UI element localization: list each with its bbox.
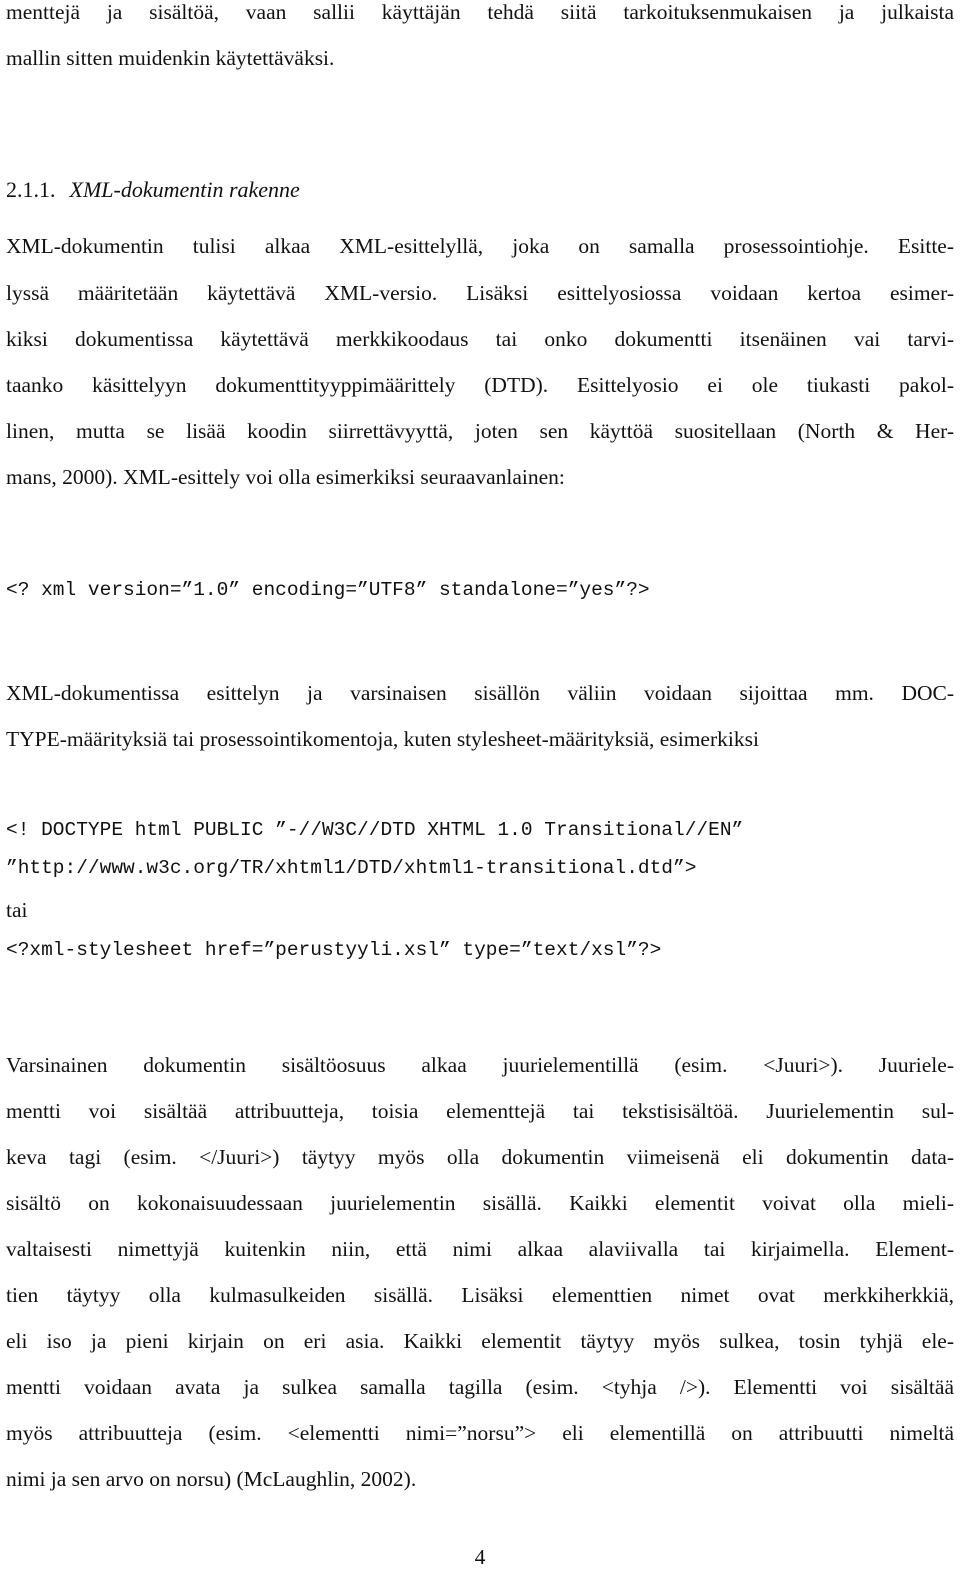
section-heading [6,179,300,201]
doctype-code-line-1: <! DOCTYPE html PUBLIC ”-//W3C//DTD XHTML 1.0 Transitional//EN” [6,819,744,841]
section-title: XML-dokumentin rakenne [69,177,300,202]
paragraph-1-line-3: kiksi dokumentissa käytettävä merkkikoodaus tai onko dokumentti itsenäinen vai tarvi- [6,327,954,351]
paragraph-1-line-6: mans, 2000). XML-esittely voi olla esimerkiksi seuraavanlainen: [6,465,565,489]
paragraph-3-line-10: nimi ja sen arvo on norsu) (McLaughlin, 2002). [6,1467,417,1491]
page-number: 4 [474,1545,486,1569]
paragraph-3-line-5: valtaisesti nimettyjä kuitenkin niin, että nimi alkaa alaviivalla tai kirjaimella. Element- [6,1237,954,1261]
paragraph-2-line-2: TYPE-määrityksiä tai prosessointikomentoja, kuten stylesheet-määrityksiä, esimerkiksi [6,727,759,751]
paragraph-1-line-5: linen, mutta se lisää koodin siirrettävyyttä, joten sen käyttöä suositellaan (North & Her- [6,419,954,443]
intro-line-2: mallin sitten muidenkin käytettäväksi. [6,46,335,70]
paragraph-3-line-7: eli iso ja pieni kirjain on eri asia. Kaikki elementit täytyy myös sulkea, tosin tyhjä ele- [6,1329,954,1353]
paragraph-3-line-1: Varsinainen dokumentin sisältöosuus alkaa juurielementillä (esim. <Juuri>). Juuriele- [6,1053,954,1077]
paragraph-3-line-6: tien täytyy olla kulmasulkeiden sisällä. Lisäksi elementtien nimet ovat merkkiherkkiä, [6,1283,954,1307]
paragraph-1-line-2: lyssä määritetään käytettävä XML-versio. Lisäksi esittelyosiossa voidaan kertoa esimer- [6,281,954,305]
paragraph-3-line-3: keva tagi (esim. </Juuri>) täytyy myös olla dokumentin viimeisenä eli dokumentin data- [6,1145,954,1169]
code-separator: tai [6,898,28,922]
stylesheet-code: <?xml-stylesheet href=”perustyyli.xsl” type=”text/xsl”?> [6,939,662,961]
section-number: 2.1.1. [6,177,56,202]
paragraph-3-line-2: mentti voi sisältää attribuutteja, toisia elementtejä tai tekstisisältöä. Juurielementin sul- [6,1099,954,1123]
paragraph-3-line-9: myös attribuutteja (esim. <elementti nimi=”norsu”> eli elementillä on attribuutti nimeltä [6,1421,954,1445]
intro-line-1: menttejä ja sisältöä, vaan sallii käyttäjän tehdä siitä tarkoituksenmukaisen ja julkaista [6,0,954,24]
paragraph-3-line-8: mentti voidaan avata ja sulkea samalla tagilla (esim. <tyhja />). Elementti voi sisältää [6,1375,954,1399]
doctype-code-line-2: ”http://www.w3c.org/TR/xhtml1/DTD/xhtml1-transitional.dtd”> [6,857,697,879]
xml-declaration-code: <? xml version=”1.0” encoding=”UTF8” standalone=”yes”?> [6,579,650,601]
paragraph-2-line-1: XML-dokumentissa esittelyn ja varsinaisen sisällön väliin voidaan sijoittaa mm. DOC- [6,681,954,705]
paragraph-1-line-1: XML-dokumentin tulisi alkaa XML-esittelyllä, joka on samalla prosessointiohje. Esitte- [6,234,954,258]
paragraph-1-line-4: taanko käsittelyyn dokumenttityyppimäärittely (DTD). Esittelyosio ei ole tiukasti pakol- [6,373,954,397]
paragraph-3-line-4: sisältö on kokonaisuudessaan juurielementin sisällä. Kaikki elementit voivat olla mieli- [6,1191,954,1215]
